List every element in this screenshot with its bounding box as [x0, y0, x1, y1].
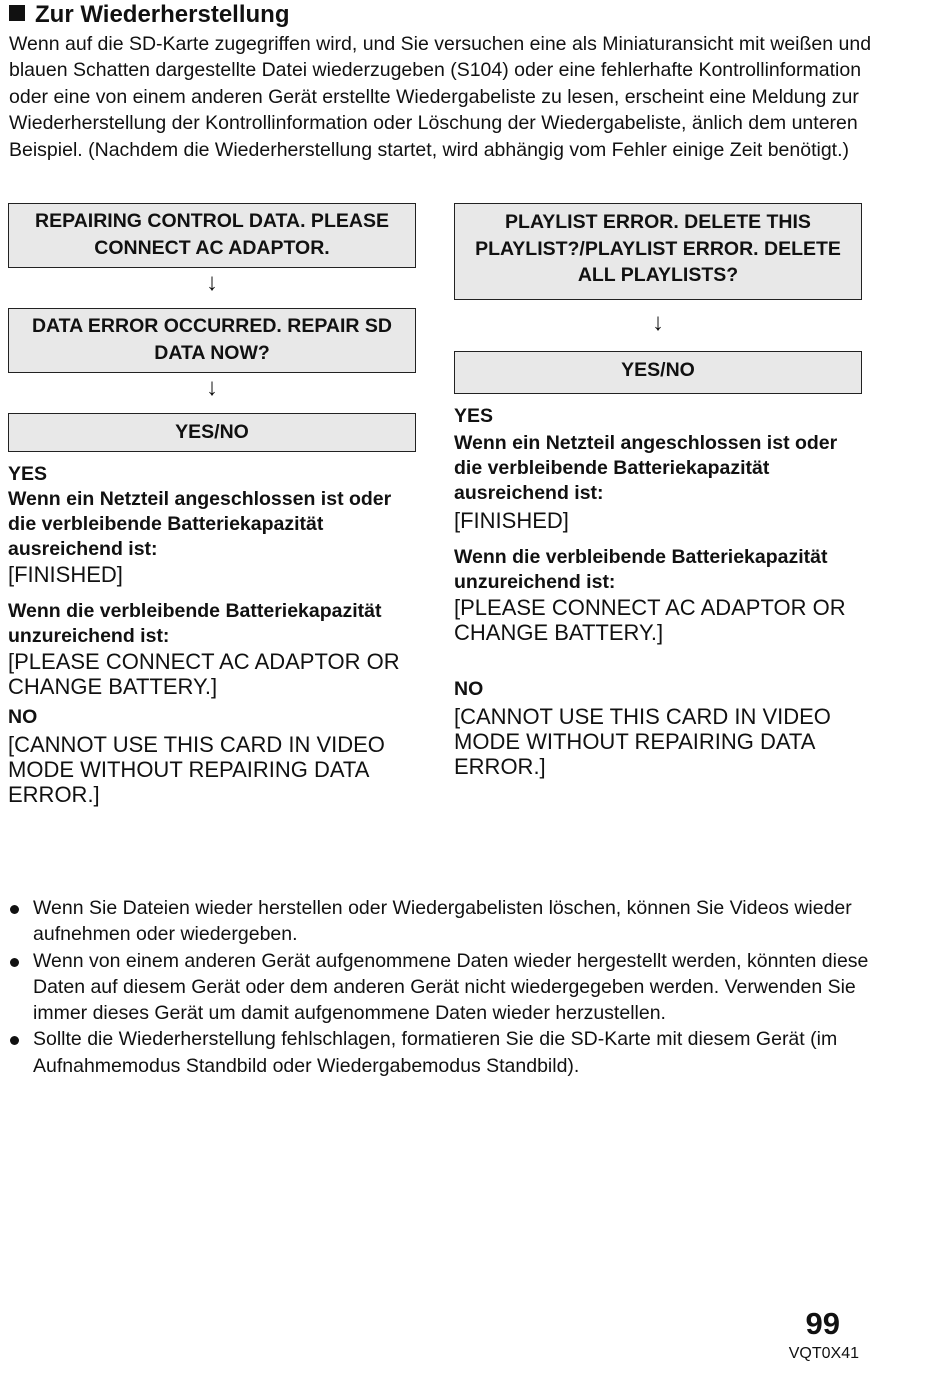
yes-condition-sufficient: Wenn ein Netzteil angeschlossen ist oder die verbleibende Batteriekapazität ausreichend ist:	[8, 488, 392, 560]
message-box-yes-no: YES/NO	[8, 413, 416, 452]
down-arrow-icon: ↓	[206, 374, 218, 401]
message-box-repairing: REPAIRING CONTROL DATA. PLEASE CONNECT AC ADAPTOR.	[8, 203, 416, 268]
bullet-dot-icon	[10, 905, 19, 914]
down-arrow-icon: ↓	[206, 269, 218, 296]
note-text: Wenn von einem anderen Gerät aufgenommene Daten wieder hergestellt werden, könnten diese Daten auf diesem Gerät oder dem anderen Gerät nicht wiedergegeben werden. Verwenden Sie immer dieses Gerät um damit aufgenommene Daten wieder herzustellen.	[33, 949, 869, 1025]
intro-paragraph: Wenn auf die SD-Karte zugegriffen wird, und Sie versuchen eine als Miniaturansicht mit weißen und blauen Schatten dargestellte Datei wiederzugeben (S104) oder eine fehlerhafte Kontrollinformation oder eine von einem anderen Gerät erstellte Wiedergabeliste zu lesen, erscheint eine Meldung zur Wiederherstellung der Kontrollinformation oder Löschung der Wiedergabeliste, änlich dem unteren Beispiel. (Nachdem die Wiederherstellung startet, wird abhängig vom Fehler einige Zeit benötigt.)	[9, 33, 872, 161]
notes-list	[9, 895, 889, 1079]
down-arrow-icon: ↓	[652, 309, 664, 336]
yes-label: YES	[454, 405, 494, 427]
yes-condition-insufficient: Wenn die verbleibende Batteriekapazität unzureichend ist:	[454, 546, 828, 593]
message-box-playlist-error: PLAYLIST ERROR. DELETE THIS PLAYLIST?/PLAYLIST ERROR. DELETE ALL PLAYLISTS?	[454, 203, 862, 300]
section-heading-text: Zur Wiederherstellung	[35, 1, 290, 28]
yes-condition-sufficient: Wenn ein Netzteil angeschlossen ist oder die verbleibende Batteriekapazität ausreichend ist:	[454, 432, 838, 504]
square-bullet-icon	[9, 5, 25, 21]
list-item	[9, 895, 889, 948]
yes-result-finished: [FINISHED]	[8, 562, 123, 587]
no-result-cannot-use: [CANNOT USE THIS CARD IN VIDEO MODE WITHOUT REPAIRING DATA ERROR.]	[454, 704, 831, 779]
flow-column-right	[454, 203, 862, 779]
yes-label: YES	[8, 463, 48, 485]
bullet-dot-icon	[10, 1036, 19, 1045]
message-box-yes-no: YES/NO	[454, 351, 862, 394]
no-label: NO	[8, 706, 38, 728]
list-item	[9, 948, 889, 1027]
yes-condition-insufficient: Wenn die verbleibende Batteriekapazität unzureichend ist:	[8, 600, 382, 647]
yes-result-finished: [FINISHED]	[454, 508, 569, 533]
yes-result-connect-adaptor: [PLEASE CONNECT AC ADAPTOR OR CHANGE BATTERY.]	[8, 649, 400, 699]
page-number: 99	[805, 1306, 840, 1341]
bullet-dot-icon	[10, 958, 19, 967]
note-text: Wenn Sie Dateien wieder herstellen oder Wiedergabelisten löschen, können Sie Videos wieder aufnehmen oder wiedergeben.	[33, 897, 852, 946]
note-text: Sollte die Wiederherstellung fehlschlagen, formatieren Sie die SD-Karte mit diesem Gerät (im Aufnahmemodus Standbild oder Wiedergabemodus Standbild).	[33, 1028, 838, 1077]
flow-column-left	[8, 203, 416, 807]
list-item	[9, 1026, 889, 1079]
no-result-cannot-use: [CANNOT USE THIS CARD IN VIDEO MODE WITHOUT REPAIRING DATA ERROR.]	[8, 732, 385, 807]
section-heading	[9, 0, 289, 30]
no-label: NO	[454, 678, 484, 700]
message-box-data-error: DATA ERROR OCCURRED. REPAIR SD DATA NOW?	[8, 308, 416, 373]
yes-result-connect-adaptor: [PLEASE CONNECT AC ADAPTOR OR CHANGE BATTERY.]	[454, 595, 846, 645]
document-code: VQT0X41	[788, 1345, 859, 1362]
